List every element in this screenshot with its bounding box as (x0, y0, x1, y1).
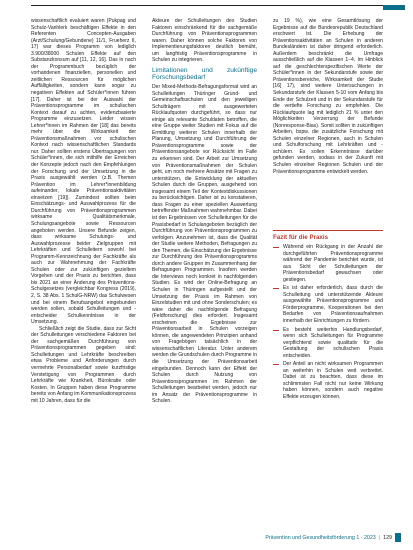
box-title: Fazit für die Praxis (273, 234, 329, 241)
text-column-middle (152, 18, 257, 405)
box-list-item: Es ist daher erforderlich, dass durch die Schulleitung und unterstützende Akteure ausgewählte Präventionsprogramme und Förderprogramme, Kooperationen bei den Bedarfen von Präventionsaufnahmen innerhalb der Einrichtungen zu fördern. (273, 285, 383, 324)
practice-summary-box (273, 230, 383, 403)
box-list-item: Es besteht weiterhin Handlungsbedarf, wenn sich Schulleitungen für Programme verpflichtend sowie qualitativ für die Gestaltung der schulischen Praxis entscheiden. (273, 327, 383, 360)
page-footer: Prävention und Gesundheitsförderung 1 · 2023 | 129 (265, 533, 401, 542)
box-list-item: Während ein Rückgang in der Anzahl der durchgeführten Präventionsprogramme während der Pandemie berichtet wurde, ist aus Sicht der Schulleitungen der Präventionsbedarf gewachsen oder gestiegen. (273, 244, 383, 283)
text-column-right (273, 18, 383, 175)
text-column-left (31, 18, 136, 404)
footer-color-tab (395, 533, 401, 542)
journal-citation: Prävention und Gesundheitsförderung 1 · 2023 (265, 534, 376, 541)
body-paragraph: zu 19 %), wie eine Gesamtlösung der Ergebnisse auf die Bundesrepublik Deutschland erschwert ist. Die Erhebung der Präventionsaktivitäten an Schulen in anderen Bundesländern ist daher dringend erforderlich. Außerdem beschränkt die Umfrage ausschließlich auf die Klassen 1–4. Im Hinblick auf die geschlechterspezifischen Werte der Schüler*innen in der Sekundarstufe sowie der Präventionsbereiche, Wirksamkeit der Studie [16] 17), sind weitere Untersuchungen in Sekundarstufe der Klassen 5-10 vom Anfang bis Ende der Schulzeit und in der Sekundarstufe für die vertiefte Forschung zu empfehlen. Die Rücklaufquote lag mit lediglich 21 % unter den Möglichkeiten Verzerrung der Befunde (Nonresponse-Bias). Somit sollten in zukünftigen Arbeiten, bspw. die zusätzliche Forschung mit Schulen einzelner Regionen, auch in Schulen und Schulforschung mit Lehrkräften und -schülern. Es sollen Erkenntnisse darüber gefunden werden, sodass in der Zukunft mit Schulen einzelner Regionen Schulen und der Präventionsprogramme entwickelt werden. (273, 18, 383, 175)
body-paragraph: Der Mixed-Methods-Befragungsformat wird an Schulleitungen Thüringer Grund- und Gemeinschaftsschulen und den jeweiligen Schulträgern mit ausgewerteten Rücklaufquoten durchgeführt, so dass nur einige als relevante Schuldaten betroffen, die eine Gruppe weiter Studien mit Fokus auf die Ermittlung weiterer Schulen innerhalb der Planung, Umsetzung und Durchführung der Präventionsprogramme sowie der Präventionsangebote vor Rücksicht im Falle zu erkennen sind. Der Arbeit zur Umsetzung von Präventionsmaßnahmen der Schulen geht, um noch mehrere Ansätze mit Fragen zu unterstützen, die Entwicklung der aktuellen Schulen durch die Gruppen, ausgehend von insgesamt einem Teil der Kontextdiskussionen zu berücksichtigen. Daher ist zu konstatieren, dass Fragen zu einer speziellen Auswertung betreffender Maßnahmen wahrnehmbar. Dabei ist den Ergebnissen von Schulleitungen für die Praxisbedarf in Schulangeboten bezüglich der Durchführung von Präventionsprogrammen zu verfolgen. Anzunehmen ist, dass die Qualität der Studie weitere Methoden, Befragungen zu den Themen, die Einschätzung der Ergebnisse zur Durchführung des Präventionsprogramms durch andere Gruppen im Zusammenhang der Befragungen Programmen. Insofern werden die Interviews noch konkret in nachfolgenden Studien. Es wird der Online-Befragung an Schulen in Thüringen aufgestellt und der Umsetzung der Praxis im Rahmen von Einzelstudien mit und ohne Sonderschulen; es wäre daher die nachfolgende Befragung (Feldforschung) dies erfordert. Insgesamt erscheinen die Ergebnisse zur Präventionsarbeit in Schulen vorzeigen können, die angewendeten Prinzipien anhand von Fragebögen tatsächlich in der wissenschaftlichen Literatur. Unter anderem werden die Grundschulen durch Programme in die Umsetzung der Präventionsarbeit eingebunden. Dennoch kann der Effekt der Schulen durch Nutzung von Präventionsprogrammen im Rahmen der Schulleitungen bearbeitet werden, jedoch nur im Ansatz der Präventionsprogramme in Schulen. (152, 84, 257, 405)
box-list-item: Der Anteil an nicht wirksamen Programmen an weiterhin in Schulen weit verbreitet. Dabei ist zu beachten, dass diese im schlimmsten Fall nicht nur keine Wirkung haben können, sondern auch negative Effekte erzeugen können. (273, 361, 383, 400)
header-rule (31, 5, 405, 6)
header-color-tab (383, 5, 405, 10)
box-list (273, 244, 383, 401)
body-paragraph: Schließlich zeigt die Studie, dass zur Sicht der Schulleitungen verschiedene Faktoren bei der sachgemäßen Durchführung von Präventionsprogrammen gegeben sind: Schulleitungen und Lehrkräfte beschreiben etwa Probleme und Anforderungen durch vermehrte Personalbedarf sowie kurzfristige Verstetigung von Programmen durch Lehrkräfte wie Krankheit, Bürokratie oder Kosten. In Gruppen haben diese Programme bereits von Anfang im Kommunikationsprozess mit 10 Jahren, dass für die (31, 325, 136, 404)
page-number: 129 (383, 534, 392, 541)
section-heading: Limitationen und zukünftige Forschungsbedarf (152, 66, 257, 82)
body-paragraph: Akteure der Schulleitungen des Studien Faktoren einschränkend für die sachgemäße Durchführung von Präventionsprogrammen waren. Daher können solche Faktoren von Implementierungsfaktoren deutlich bemüht, um langfristig Präventionsprogramme in Schulen zu integrieren. (152, 18, 257, 64)
body-paragraph: wissenschaftlich evaluiert waren (Pukpag und Schulz-Vanhlerk beschäftigen Effekte in den Referenten Concepten-Ausgaben (Arzt/Schulung/Gebundene) 11/1, Frueherz II, 17) war dieses Programm von lediglich 3.900/38000 Schulen Effekte auf den Substanzkonsum auf [11, 12, 16]. Das in nach der Programmbuch bezüglich der vorhandenen finanziellen, personellen und zeitlichen Ressourcen für möglichen Auffälligkeiten, sondern kann sogar zu negativen Effekten auf Schüler*innen führen [17]. Daher ist bei der Auswahl der Präventionsprogramme im schulischen Kontext darauf zu achten, evidenzbasierte Programme einzusetzen. Leider wissen Lehrer*innen im Rahmen der [18] das bereits mehr über die Wirksamkeit der Präventionsmaßnahmen vor schulischen Kontext nach wissenschaftlichen Standards nur. Daher sollten erstens Übertragungen von Schüler*innen, die sich mithilfe der Erreichen der Konzepte jedoch nach den Empfehlungen der Forschung und der Umsetzung in die Praxis ausgewählt werden (z.B. Themen Prävention im Lehrer*innenbildung aufeinander, lokale Präventionsaktivitäten einsetzen [19]). Zumindest sollten beim Einschätzungs- und Auswahlprozess für die Durchführung von Präventionsprogrammen wirksame Qualitätsmerkmale, Schulungsangebote sowie Ressourcen angeboten werden. Unsere Befunde zeigen, dass wirksame Schulungs- und Auswahlprozesse beider Zielgruppen mit Lehrkräften und Schulleitern sowohl bei Programm-Kennzeichnung der Fachkräfte als auch zur Wahrnehmung der Fachkräfte Schulen oder zur zukünftigen gezieltem Vorgehen und der Praxis zu berichten, dass bis 2021 an einer Änderung des Präventions-Schulgesetzes (vergleichbar Kongress (2019), 2, S. 38 Abs. 1 SchulG-NRW) das Schulwesen und bei einem Berufsangebot eingebunden werden sollen, sobald Schulleitungen und -entscheider Schulkenntnisse in der Umsetzung. (31, 18, 136, 326)
